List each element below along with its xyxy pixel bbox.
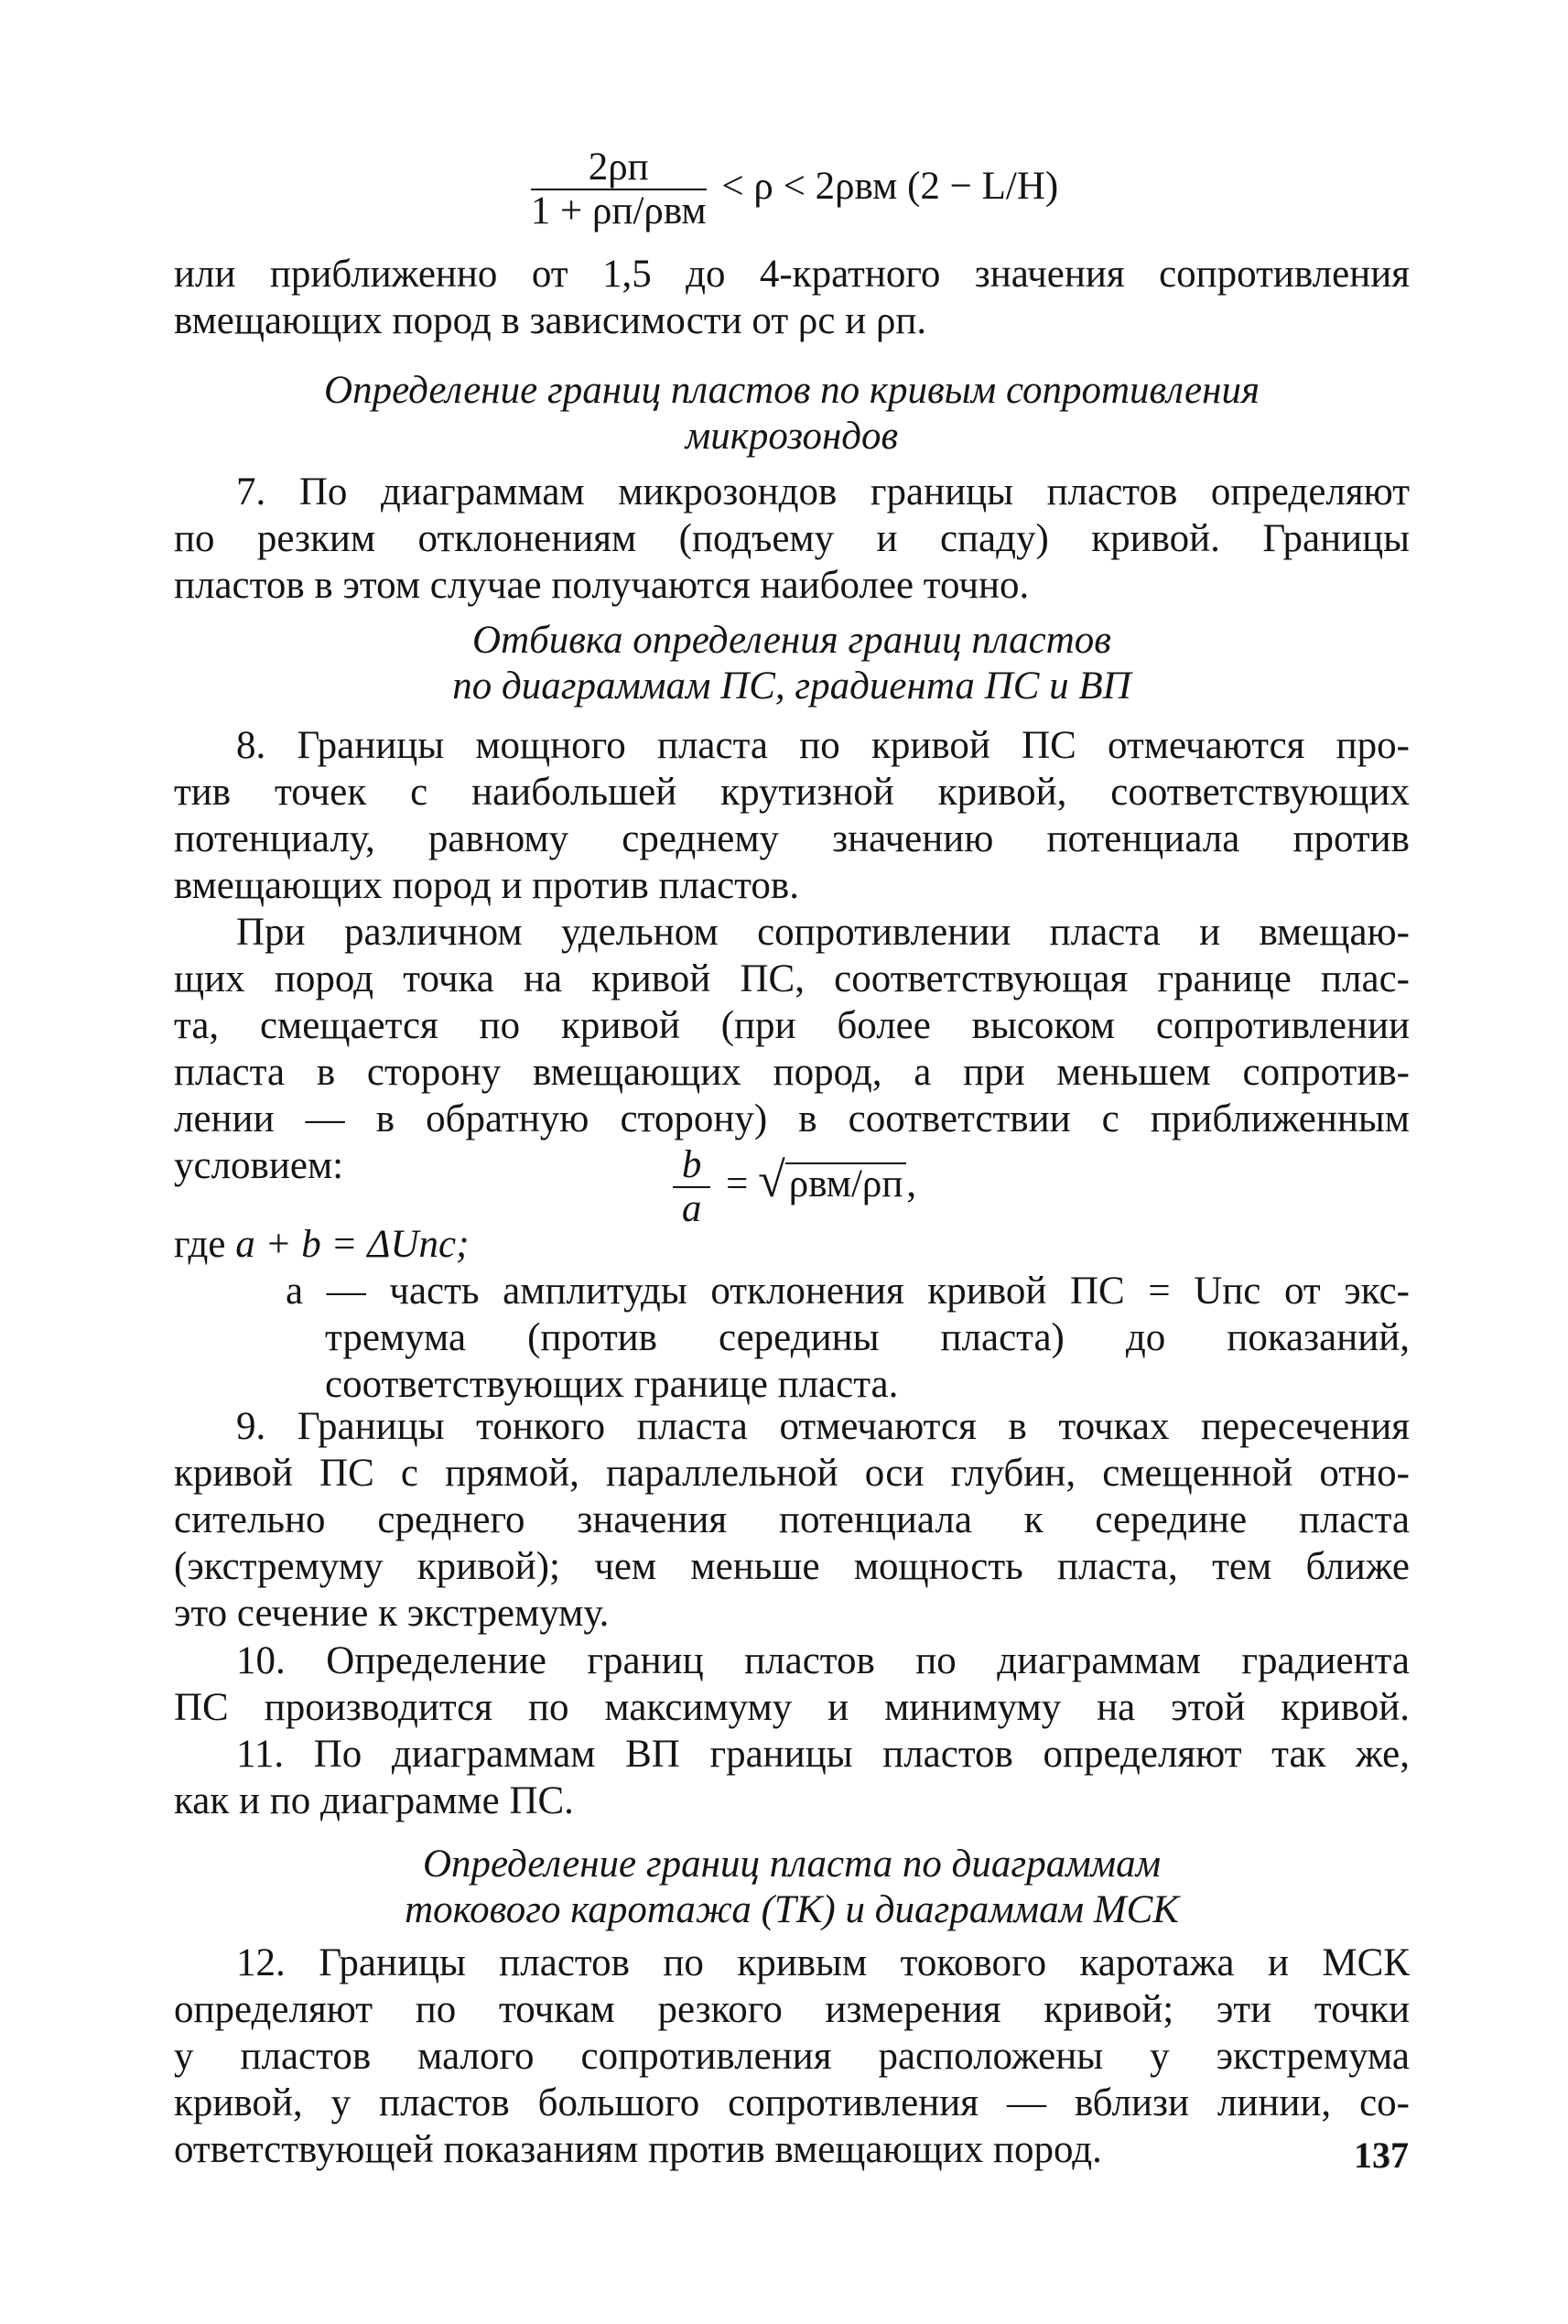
fraction-denominator: 1 + ρп/ρвм — [530, 189, 707, 232]
heading-line: Определение границ пластов по кривым сопротивления — [324, 369, 1260, 412]
text-line: или приближенно от 1,5 до 4-кратного значения сопротивления — [174, 253, 1410, 296]
text-line: 11. По диаграммам ВП границы пластов определяют так же, — [236, 1733, 1410, 1776]
page-number: 137 — [1354, 2135, 1409, 2176]
text-line: 8. Границы мощного пласта по кривой ПС отмечаются про- — [236, 724, 1410, 767]
text-line: тив точек с наибольшей крутизной кривой, соответствующих — [174, 771, 1410, 814]
text-line: (экстремуму кривой); чем меньше мощность пласта, тем ближе — [174, 1545, 1410, 1588]
text-line: пласта в сторону вмещающих пород, а при меньшем сопротив- — [174, 1051, 1410, 1094]
text-line: 7. По диаграммам микрозондов границы пластов определяют — [236, 470, 1410, 513]
text-line: определяют по точкам резкого измерения кривой; эти точки — [174, 1988, 1410, 2031]
text-line: При различном удельном сопротивлении пласта и вмещаю- — [236, 911, 1410, 954]
text-line: сительно среднего значения потенциала к середине пласта — [174, 1498, 1410, 1541]
where-lead: где — [174, 1223, 226, 1266]
formula-boundary-resistivity — [174, 146, 1410, 232]
paragraph-7 — [174, 469, 1410, 609]
fraction-numerator: 2ρп — [531, 146, 707, 190]
heading-line: по диаграммам ПС, градиента ПС и ВП — [452, 665, 1131, 708]
heading-line: Отбивка определения границ пластов — [472, 619, 1111, 662]
text-line: лении — в обратную сторону) в соответствии с приближенным — [174, 1097, 1410, 1140]
text-line: кривой ПС с прямой, параллельной оси глубин, смещенной отно- — [174, 1452, 1410, 1495]
text-line: это сечение к экстремуму. — [174, 1592, 610, 1635]
formula-comma: , — [906, 1162, 917, 1205]
text-line: условием: — [174, 1144, 344, 1187]
text-line: a — часть амплитуды отклонения кривой ПС = Uпс от экс- — [286, 1270, 1410, 1313]
paragraph-intro — [174, 251, 1410, 344]
text-line: пластов в этом случае получаются наиболее точно. — [174, 564, 1030, 607]
where-line — [174, 1221, 1410, 1268]
text-line: вмещающих пород и против пластов. — [174, 864, 799, 907]
text-line: тремума (против середины пласта) до показаний, — [325, 1316, 1410, 1359]
text-line: ответствующей показаниям против вмещающих пород. — [174, 2128, 1102, 2171]
text-line: 10. Определение границ пластов по диаграммам градиента — [236, 1639, 1410, 1682]
heading-line: токового каротажа (ТК) и диаграммам МСК — [405, 1888, 1179, 1931]
text-line: по резким отклонениям (подъему и спаду) кривой. Границы — [174, 517, 1410, 560]
paragraph-12 — [174, 1940, 1410, 2173]
section-heading-microsondes — [174, 368, 1410, 459]
heading-line: микрозондов — [685, 415, 899, 458]
radicand: ρвм/ρп — [785, 1162, 907, 1205]
formula-ratio — [174, 1144, 1410, 1230]
sqrt-sign: √ — [758, 1151, 785, 1207]
paragraph-11 — [174, 1731, 1410, 1824]
text-line: соответствующих границе пласта. — [325, 1363, 899, 1406]
where-equation: a + b = ΔUпс; — [235, 1223, 470, 1266]
formula-fraction — [531, 146, 707, 232]
paragraph-9 — [174, 1403, 1410, 1637]
text-line: у пластов малого сопротивления расположены у экстремума — [174, 2035, 1410, 2078]
fraction-numerator: b — [673, 1144, 711, 1188]
heading-line: Определение границ пласта по диаграммам — [422, 1843, 1162, 1886]
fraction-denominator: a — [681, 1187, 702, 1230]
section-heading-tk — [174, 1842, 1410, 1933]
text-line: вмещающих пород в зависимости от ρс и ρп. — [174, 299, 927, 342]
text-line: щих пород точка на кривой ПС, соответствующая границе плас- — [174, 957, 1410, 1000]
text-line: 9. Границы тонкого пласта отмечаются в точках пересечения — [236, 1405, 1410, 1448]
text-line: та, смещается по кривой (при более высоком сопротивлении — [174, 1004, 1410, 1047]
text-line: потенциалу, равному среднему значению потенциала против — [174, 817, 1410, 860]
section-heading-ps — [174, 618, 1410, 709]
text-line: кривой, у пластов большого сопротивления — вблизи линии, со- — [174, 2081, 1410, 2124]
formula-paren: (2 − L/H) — [907, 164, 1059, 208]
formula2-fraction — [673, 1144, 711, 1230]
formula-middle: < ρ < 2ρвм — [721, 164, 898, 208]
paragraph-8 — [174, 722, 1410, 909]
where-block — [174, 1221, 1410, 1408]
text-line: как и по диаграмме ПС. — [174, 1779, 574, 1822]
equals-sign: = — [726, 1162, 749, 1205]
text-line: ПС производится по максимуму и минимуму на этой кривой. — [174, 1686, 1410, 1729]
paragraph-10 — [174, 1638, 1410, 1731]
text-line: 12. Границы пластов по кривым токового каротажа и МСК — [236, 1941, 1410, 1984]
